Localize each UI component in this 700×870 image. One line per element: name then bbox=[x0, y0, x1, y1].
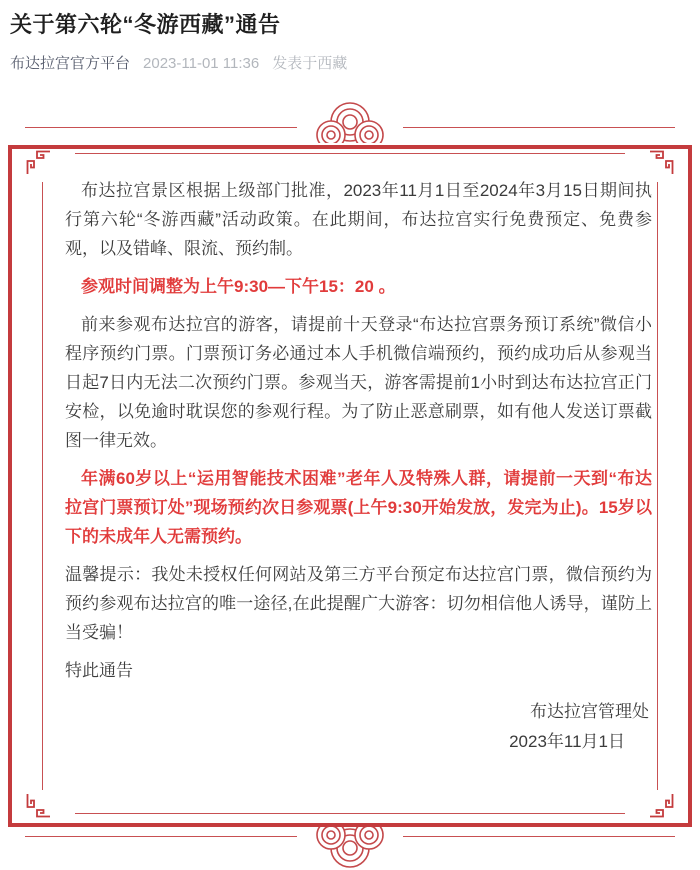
account-name-link[interactable]: 布达拉宫官方平台 bbox=[10, 55, 131, 72]
byline bbox=[10, 55, 690, 73]
notice-box bbox=[8, 145, 692, 827]
publish-time: 2023-11-01 11:36 bbox=[143, 55, 260, 72]
signature-name: 布达拉宫管理处 bbox=[530, 702, 649, 721]
auspicious-clouds-icon bbox=[300, 827, 400, 870]
notice-content bbox=[12, 149, 688, 823]
bottom-divider-right bbox=[403, 836, 675, 837]
article-header bbox=[0, 0, 700, 73]
closing-line: 特此通告 bbox=[65, 661, 133, 680]
publish-location: 发表于西藏 bbox=[272, 55, 348, 72]
signature-block bbox=[65, 697, 652, 757]
bottom-divider-left bbox=[25, 836, 297, 837]
top-divider-left bbox=[25, 127, 297, 128]
signature-date: 2023年11月1日 bbox=[509, 732, 625, 751]
notice-paragraph-3: 前来参观布达拉宫的游客，请提前十天登录“布达拉宫票务预订系统”微信小程序预约门票。门票预订务必通过本人手机微信端预约，预约成功后从参观当日起7日内无法二次预约门票。参观当天，游客需提前1小时到达布达拉宫正门安检，以免逾时耽误您的参观行程。为了防止恶意刷票，如有他人发送订票截图一律无效。 bbox=[65, 315, 652, 450]
page-title: 关于第六轮“冬游西藏”通告 bbox=[10, 12, 281, 37]
top-divider-right bbox=[403, 127, 675, 128]
notice-paragraph-5-warm-tip: 温馨提示：我处未授权任何网站及第三方平台预定布达拉宫门票，微信预约为预约参观布达拉宫的唯一途径,在此提醒广大游客：切勿相信他人诱导，谨防上当受骗！ bbox=[65, 565, 652, 642]
notice-paragraph-4-seniors: 年满60岁以上“运用智能技术困难”老年人及特殊人群，请提前一天到“布达拉宫门票预订处”现场预约次日参观票(上午9:30开始发放，发完为止)。15岁以下的未成年人无需预约。 bbox=[65, 469, 652, 546]
notice-paragraph-2-visiting-hours: 参观时间调整为上午9:30—下午15：20 。 bbox=[81, 277, 396, 296]
auspicious-clouds-icon bbox=[300, 100, 400, 143]
notice-paragraph-1: 布达拉宫景区根据上级部门批准，2023年11月1日至2024年3月15日期间执行第六轮“冬游西藏”活动政策。在此期间，布达拉宫实行免费预定、免费参观，以及错峰、限流、预约制。 bbox=[65, 181, 652, 258]
